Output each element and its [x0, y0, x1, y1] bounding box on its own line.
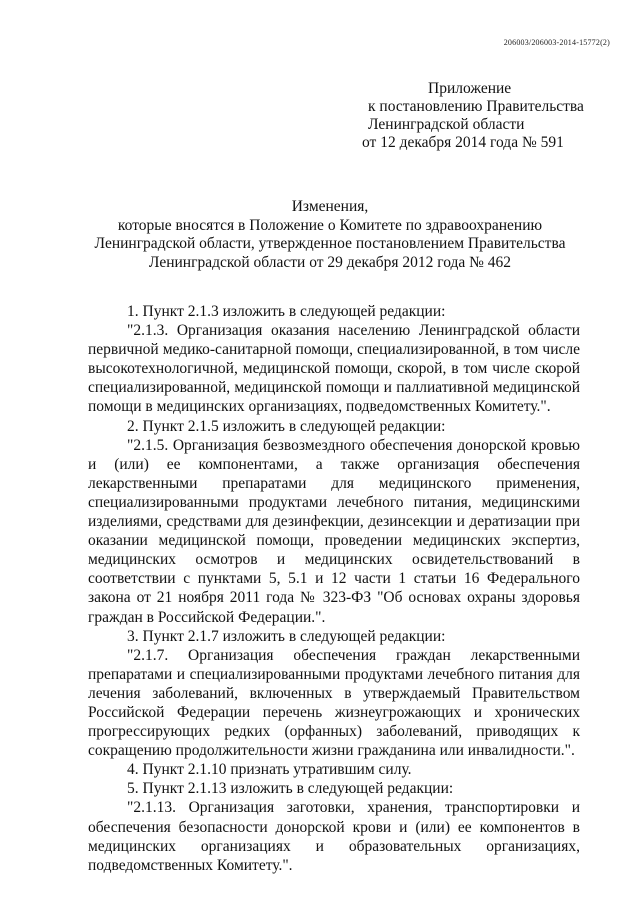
paragraph-text-2-1-7: "2.1.7. Организация обеспечения граждан лекарственными препаратами и специализированными продуктами лечебного питания для лечения заболеваний, включенных в утверждаемый Правительством Российской Федерации перечень жизнеугрожающих и хронических прогрессирующих редких (орфанных) заболеваний, приводящих к сокращению продолжительности жизни гражданина или инвалидности.".: [88, 646, 580, 760]
paragraph-item-5: 5. Пункт 2.1.13 изложить в следующей редакции:: [127, 780, 454, 798]
document-title: [60, 198, 600, 272]
paragraph-item-2: 2. Пункт 2.1.5 изложить в следующей редакции:: [127, 417, 446, 435]
paragraph-text-2-1-5: "2.1.5. Организация безвозмездного обеспечения донорской кровью и (или) ее компонентами, а также организация обеспечения лекарственными препаратами для медицинского применения, специализированными продуктами лечебного питания, медицинскими изделиями, средствами для дезинфекции, дезинсекции и дератизации при оказании медицинской помощи, проведении медицинских экспертиз, медицинских осмотров и медицинских освидетельствований в соответствии с пунктами 5, 5.1 и 12 части 1 статьи 16 Федерального закона от 21 ноября 2011 года № 323-ФЗ "Об основах охраны здоровья граждан в Российской Федерации.".: [88, 436, 580, 626]
annex-header: [362, 80, 584, 152]
annex-line-3: Ленинградской области: [368, 116, 525, 133]
title-line-2: которые вносятся в Положение о Комитете по здравоохранению: [117, 216, 543, 234]
document-id: 206003/206003-2014-15772(2): [503, 38, 610, 47]
document-body: [88, 302, 580, 875]
annex-line-2: к постановлению Правительства: [368, 98, 584, 115]
annex-line-1: Приложение: [428, 80, 512, 97]
title-line-1: Изменения,: [291, 198, 369, 215]
title-line-3: Ленинградской области, утвержденное постановлением Правительства: [94, 235, 566, 252]
paragraph-item-3: 3. Пункт 2.1.7 изложить в следующей редакции:: [127, 627, 446, 645]
paragraph-text-2-1-3: "2.1.3. Организация оказания населению Ленинградской области первичной медико-санитарной помощи, специализированной, в том числе высокотехнологичной, медицинской помощи, скорой, в том числе скорой специализированной, медицинской помощи и паллиативной медицинской помощи в медицинских организациях, подведомственных Комитету.".: [88, 322, 580, 416]
paragraph-item-4: 4. Пункт 2.1.10 признать утратившим силу.: [127, 761, 412, 779]
annex-line-4: от 12 декабря 2014 года № 591: [362, 134, 564, 151]
paragraph-item-1: 1. Пункт 2.1.3 изложить в следующей редакции:: [127, 303, 446, 320]
title-line-4: Ленинградской области от 29 декабря 2012 года № 462: [148, 253, 512, 271]
paragraph-text-2-1-13: "2.1.13. Организация заготовки, хранения, транспортировки и обеспечения безопасности донорской крови и (или) ее компонентов в медицинских организациях и образовательных организациях, подведомственных Комитету.".: [88, 799, 580, 874]
